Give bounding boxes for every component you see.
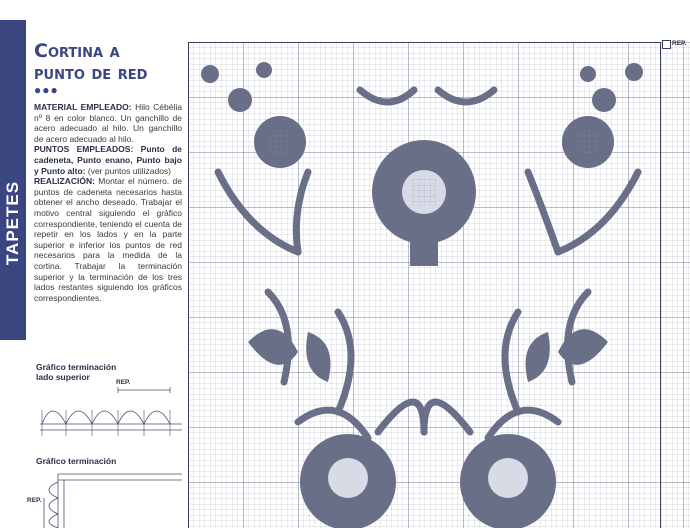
grafico-superior-title: Gráfico terminación lado superior — [36, 362, 117, 382]
section-tab-label: TAPETES — [3, 180, 22, 266]
realizacion-text: Montar el número. de puntos de cadeneta necesarios hasta obtener el ancho deseado. Trabajar el motivo central siguiendo el gráfico correspondiente, teniendo el cuenta de repetir en los lados y en la parte superior e inferior los puntos de red necesarios para la medida de la cortina. Trabajar la terminación superior y la terminación de los tres lados restantes siguiendo los gráficos correspondientes. — [34, 176, 182, 303]
title-line-1: Cortina a — [34, 40, 120, 62]
puntos-label: PUNTOS EMPLEADOS: — [34, 144, 134, 155]
page-title — [34, 40, 184, 84]
title-line-2: punto de red — [34, 62, 148, 84]
rep-marker — [662, 40, 671, 49]
realizacion-label: REALIZACIÓN: — [34, 176, 95, 187]
motif-center-details — [412, 178, 436, 206]
section-tab — [0, 0, 28, 528]
grafico-superior-diagram — [36, 384, 186, 440]
title-dots: ●●● — [34, 83, 59, 97]
material-text: Hilo Cébélia nº 8 en color blanco. Un ganchillo de acero adecuado al hilo. Un ganchillo de acero adecuado al hilo. — [34, 102, 182, 144]
crochet-chart — [188, 42, 690, 528]
instructions-text — [34, 102, 182, 303]
material-label: MATERIAL EMPLEADO: — [34, 102, 132, 112]
rep-label-chart: REP. — [672, 40, 687, 47]
rep-label-lateral: REP. — [27, 497, 42, 504]
puntos-note: (ver puntos utilizados) — [87, 165, 172, 176]
grafico-lateral-diagram — [36, 468, 186, 528]
rep-label-superior: REP. — [116, 379, 131, 386]
grafico-lateral-title: Gráfico terminación — [36, 456, 117, 466]
puntos-text: Punto de cadeneta, Punto enano, Punto bajo y Punto alto: — [34, 144, 183, 176]
